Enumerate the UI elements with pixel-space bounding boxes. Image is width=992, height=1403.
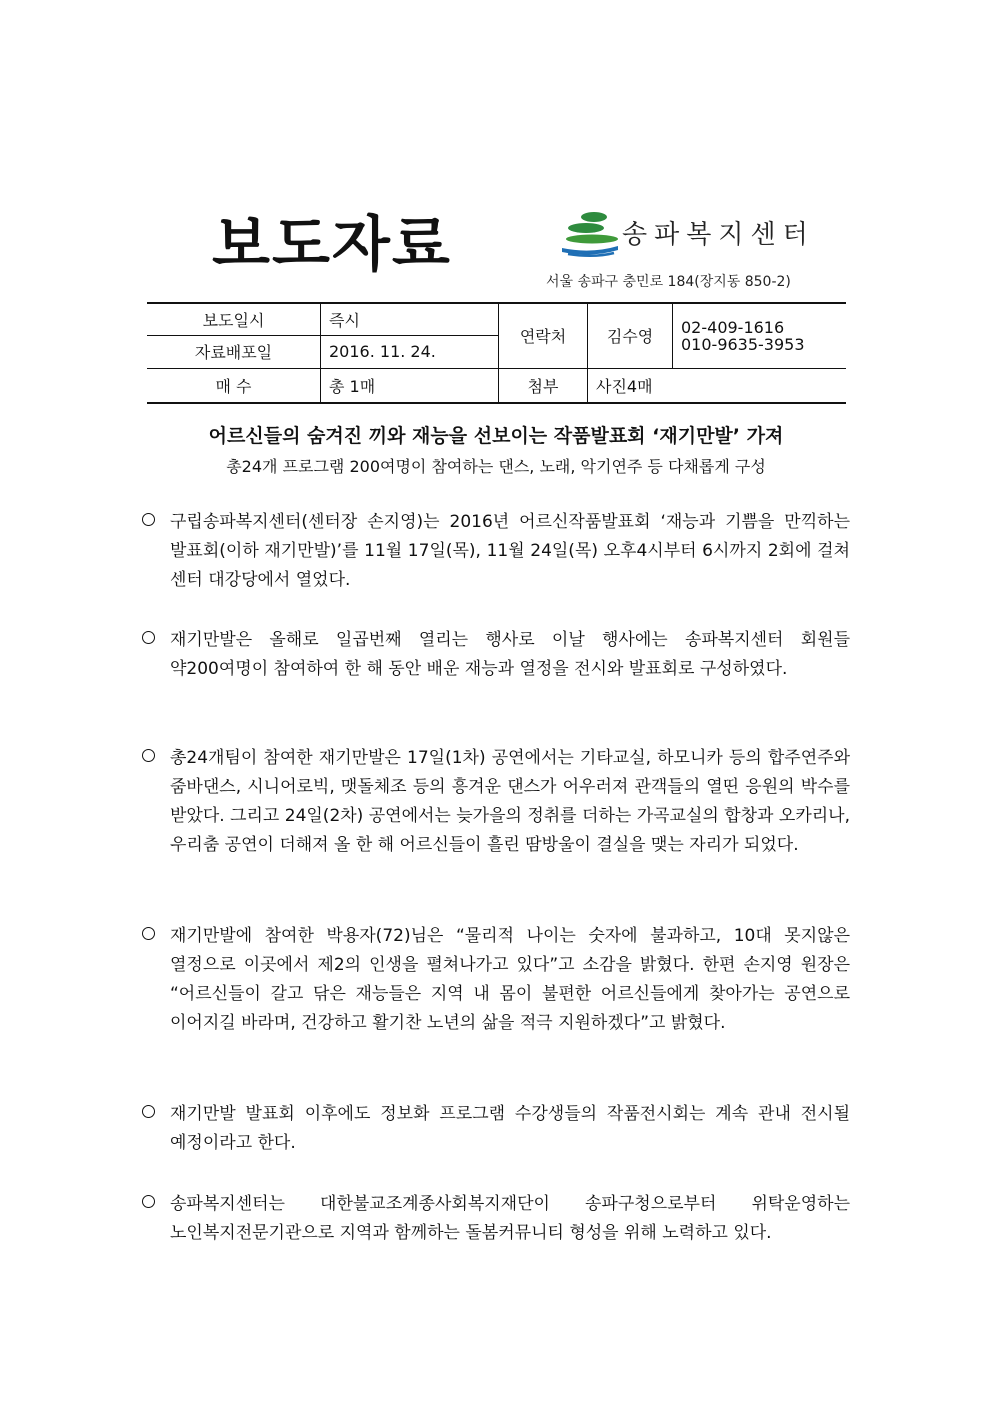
paragraph-2 [142, 626, 850, 684]
page-title: 보도자료 [212, 210, 452, 280]
release-time-value: 즉시 [321, 303, 499, 335]
bullet-icon [142, 927, 155, 940]
bullet-icon [142, 631, 155, 644]
subheadline: 총24개 프로그램 200여명이 참여하는 댄스, 노래, 악기연주 등 다채롭게 구성 [226, 457, 766, 476]
contact-name: 김수영 [588, 303, 673, 368]
paragraph-3 [142, 744, 850, 860]
distribution-date-label: 자료배포일 [147, 335, 321, 368]
paragraph-text: 재기만발은 올해로 일곱번째 열리는 행사로 이날 행사에는 송파복지센터 회원들 약200여명이 참여하여 한 해 동안 배운 재능과 열정을 전시와 발표회로 구성하였다. [170, 630, 850, 679]
bullet-icon [142, 513, 155, 526]
release-time-label: 보도일시 [147, 303, 321, 335]
attachment-label: 첨부 [499, 368, 588, 403]
paragraph-text: 구립송파복지센터(센터장 손지영)는 2016년 어르신작품발표회 ‘재능과 기쁨을 만끽하는 발표회(이하 재기만발)’를 11월 17일(목), 11월 24일(목) 오후4시부터 6시까지 2회에 걸쳐 센터 대강당에서 열었다. [170, 512, 850, 590]
paragraph-6 [142, 1190, 850, 1248]
contact-phones [673, 303, 847, 368]
contact-label: 연락처 [499, 303, 588, 368]
bullet-icon [142, 1105, 155, 1118]
paragraph-text: 총24개팀이 참여한 재기만발은 17일(1차) 공연에서는 기타교실, 하모니카 등의 합주연주와 줌바댄스, 시니어로빅, 맷돌체조 등의 흥겨운 댄스가 어우러져 관객들의 열띤 응원의 박수를 받았다. 그리고 24일(2차) 공연에서는 늦가을의 정취를 더하는 가곡교실의 합창과 오카리나, 우리춤 공연이 더해져 올 한 해 어르신들이 흘린 땀방울이 결실을 맺는 자리가 되었다. [170, 748, 850, 855]
organization-address: 서울 송파구 충민로 184(장지동 850-2) [546, 274, 791, 290]
bullet-icon [142, 1195, 155, 1208]
attachment-value: 사진4매 [588, 368, 847, 403]
distribution-date-value: 2016. 11. 24. [321, 335, 499, 368]
paragraph-text: 송파복지센터는 대한불교조계종사회복지재단이 송파구청으로부터 위탁운영하는 노인복지전문기관으로 지역과 함께하는 돌봄커뮤니티 형성을 위해 노력하고 있다. [170, 1194, 850, 1243]
page-count-value: 총 1매 [321, 368, 499, 403]
headline: 어르신들의 숨겨진 끼와 재능을 선보이는 작품발표회 ‘재기만발’ 가져 [208, 425, 784, 447]
paragraph-5 [142, 1100, 850, 1158]
phone-office: 02-409-1616 [681, 317, 785, 337]
paragraph-text: 재기만발 발표회 이후에도 정보화 프로그램 수강생들의 작품전시회는 계속 관내 전시될 예정이라고 한다. [170, 1104, 850, 1153]
tree-logo-icon [556, 208, 626, 258]
phone-mobile: 010-9635-3953 [681, 334, 805, 354]
press-info-table [147, 302, 846, 404]
page-count-label: 매 수 [147, 368, 321, 403]
organization-name: 송파복지센터 [622, 220, 815, 250]
bullet-icon [142, 749, 155, 762]
paragraph-text: 재기만발에 참여한 박용자(72)님은 “물리적 나이는 숫자에 불과하고, 10대 못지않은 열정으로 이곳에서 제2의 인생을 펼쳐나가고 있다”고 소감을 밝혔다. 한편 손지영 원장은 “어르신들이 갈고 닦은 재능들은 지역 내 몸이 불편한 어르신들에게 찾아가는 공연으로 이어지길 바라며, 건강하고 활기찬 노년의 삶을 적극 지원하겠다”고 밝혔다. [170, 926, 850, 1033]
paragraph-1 [142, 508, 850, 595]
paragraph-4 [142, 922, 850, 1038]
